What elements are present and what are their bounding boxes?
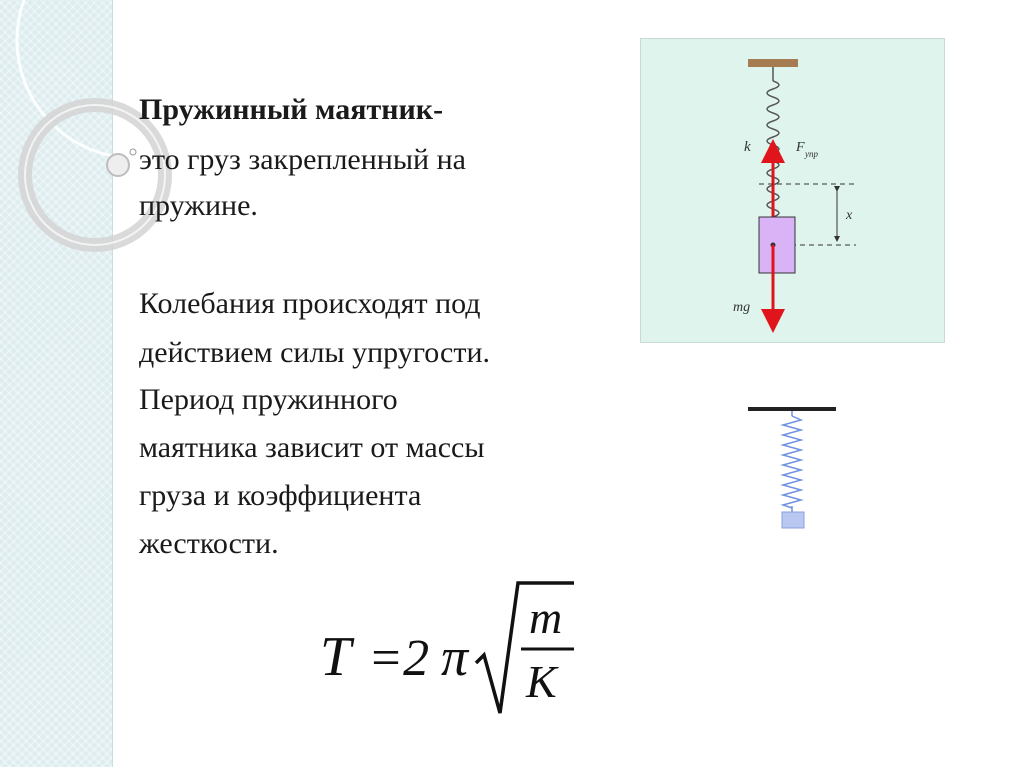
spring-constant-label: k bbox=[744, 139, 751, 155]
body-line-2: действием силы упругости. bbox=[139, 336, 491, 369]
body-line-1: Колебания происходят под bbox=[139, 287, 481, 320]
force-label: F bbox=[796, 140, 805, 155]
blue-spring-weight bbox=[782, 512, 804, 528]
decorative-dot-icon bbox=[107, 154, 129, 176]
definition-line-2: пружине. bbox=[139, 189, 258, 222]
blue-spring-figure bbox=[740, 400, 840, 535]
spring-pendulum-diagram bbox=[640, 38, 945, 343]
blue-spring-coil bbox=[783, 416, 801, 508]
spring-mount-bar bbox=[748, 407, 836, 411]
body-line-4: маятника зависит от массы bbox=[139, 431, 485, 464]
formula-equals-two: =2 bbox=[368, 630, 430, 687]
period-formula bbox=[318, 575, 588, 725]
displacement-label: x bbox=[846, 208, 853, 223]
formula-numerator: m bbox=[529, 592, 563, 643]
definition-line-1: это груз закрепленный на bbox=[139, 143, 466, 176]
slide-title: Пружинный маятник- bbox=[139, 93, 444, 126]
ceiling-mount bbox=[748, 59, 798, 67]
gravity-label: mg bbox=[733, 300, 751, 315]
body-line-3: Период пружинного bbox=[139, 383, 398, 416]
formula-period-symbol: T bbox=[320, 626, 352, 688]
mass-block bbox=[759, 217, 795, 273]
spring-pendulum-figure bbox=[641, 39, 946, 344]
body-line-6: жесткости. bbox=[139, 527, 279, 560]
formula-denominator: K bbox=[526, 656, 557, 707]
body-line-5: груза и коэффициента bbox=[139, 479, 422, 512]
formula-pi: π bbox=[441, 627, 469, 687]
force-subscript: упр bbox=[805, 149, 818, 159]
